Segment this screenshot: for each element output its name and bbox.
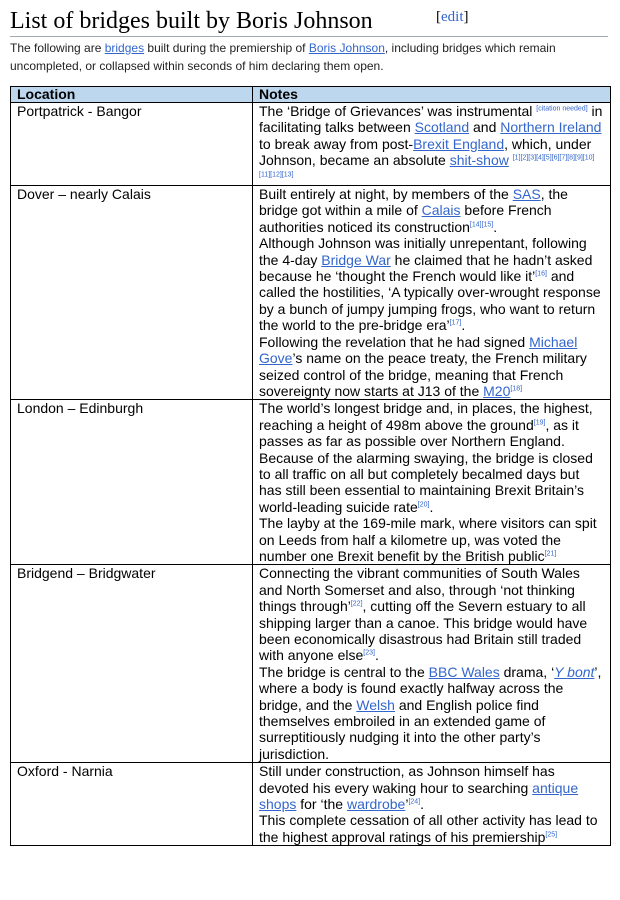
table-row bbox=[11, 186, 611, 400]
note-text: ’ bbox=[405, 796, 409, 813]
location-cell: Bridgend – Bridgwater bbox=[11, 565, 253, 763]
note-paragraph bbox=[259, 812, 604, 845]
reference-link[interactable]: [21] bbox=[544, 550, 557, 558]
location-cell: Oxford - Narnia bbox=[11, 763, 253, 846]
link-michael-gove[interactable]: Michael Gove bbox=[259, 333, 578, 367]
link-wardrobe[interactable]: wardrobe bbox=[346, 796, 406, 813]
table-header-row bbox=[11, 87, 611, 103]
note-text: Following the revelation that he had signed bbox=[259, 333, 530, 350]
note-paragraph bbox=[259, 103, 604, 185]
location-cell: Portpatrick - Bangor bbox=[11, 103, 253, 186]
column-header-notes: Notes bbox=[253, 87, 611, 103]
intro-paragraph bbox=[10, 39, 608, 75]
note-paragraph bbox=[259, 186, 604, 235]
citation-needed-link[interactable]: [citation needed] bbox=[536, 105, 588, 113]
note-paragraph bbox=[259, 565, 604, 663]
note-text: and English police find themselves embroiled in an extended game of surreptitiously nudging it into the other party’s jurisdiction. bbox=[259, 696, 546, 762]
note-text: The ‘Bridge of Grievances’ was instrumental bbox=[259, 103, 537, 119]
reference-link[interactable]: [24] bbox=[408, 798, 421, 806]
note-text: and bbox=[469, 119, 501, 136]
edit-bracket-close: ] bbox=[463, 9, 469, 25]
notes-cell bbox=[253, 186, 611, 400]
link-scotland[interactable]: Scotland bbox=[414, 119, 470, 136]
note-text: . bbox=[420, 796, 425, 813]
page-title: List of bridges built by Boris Johnson bbox=[10, 8, 373, 34]
link-bridge-war[interactable]: Bridge War bbox=[321, 251, 391, 268]
link-y-bont[interactable]: Y bont bbox=[554, 663, 595, 680]
note-text: in facilitating talks between bbox=[259, 103, 603, 136]
page-header bbox=[10, 6, 608, 37]
reference-link[interactable]: [20] bbox=[417, 501, 430, 509]
edit-section bbox=[436, 9, 469, 26]
location-cell: Dover – nearly Calais bbox=[11, 186, 253, 400]
bridges-table bbox=[10, 86, 611, 846]
link-northern-ireland[interactable]: Northern Ireland bbox=[500, 119, 602, 136]
table-row bbox=[11, 103, 611, 186]
notes-cell bbox=[253, 400, 611, 565]
reference-link[interactable]: [18] bbox=[510, 385, 523, 393]
intro-text-1: The following are bbox=[10, 41, 105, 55]
link-shit-show[interactable]: shit-show bbox=[449, 152, 509, 169]
reference-link[interactable]: [19] bbox=[533, 419, 546, 427]
edit-bracket-open: [ bbox=[436, 9, 441, 25]
notes-cell bbox=[253, 565, 611, 763]
note-paragraph bbox=[259, 763, 604, 812]
table-row bbox=[11, 763, 611, 846]
link-bridges[interactable]: bridges bbox=[104, 41, 145, 55]
link-calais[interactable]: Calais bbox=[421, 202, 461, 219]
link-welsh[interactable]: Welsh bbox=[356, 696, 395, 713]
note-paragraph bbox=[259, 400, 604, 449]
note-text: , cutting off the Severn estuary to all shipping larger than a canoe. This bridge would have been economically disastrous had Britain still traded with anyone else bbox=[259, 598, 588, 664]
link-m20[interactable]: M20 bbox=[483, 382, 511, 399]
note-text: The world’s longest bridge and, in places, the highest, reaching a height of 498m above the ground bbox=[259, 400, 593, 433]
reference-link[interactable]: [14][15] bbox=[469, 221, 494, 229]
note-text: Connecting the vibrant communities of South Wales and North Somerset and also, through ‘not thinking things through’ bbox=[259, 565, 580, 615]
reference-link[interactable]: [23] bbox=[363, 649, 375, 657]
note-text: The bridge is central to the bbox=[259, 663, 429, 680]
note-text: The layby at the 169-mile mark, where visitors can spit on Leeds from half a kilometre up, was voted the number one Brexit benefit by the British public bbox=[259, 515, 597, 564]
note-text: Because of the alarming swaying, the bridge is closed to all traffic on all but completely becalmed days but has still been essential to maintaining Brexit Britain’s world-leading suicide rate bbox=[259, 449, 593, 515]
note-text: . bbox=[461, 317, 466, 334]
note-paragraph bbox=[259, 334, 604, 400]
location-cell: London – Edinburgh bbox=[11, 400, 253, 565]
note-paragraph bbox=[259, 235, 604, 333]
note-text: to break away from post- bbox=[259, 135, 414, 152]
link-bbc-wales[interactable]: BBC Wales bbox=[428, 663, 500, 680]
note-text: , the bridge got within a mile of bbox=[259, 186, 568, 219]
reference-link[interactable]: [25] bbox=[545, 831, 558, 839]
note-text: ’s name on the peace treaty, the French military seized control of the bridge, meaning that French sovereignty now starts at J13 of the bbox=[259, 350, 587, 399]
note-text: Although Johnson was initially unrepentant, following the 4-day bbox=[259, 235, 587, 268]
link-boris-johnson[interactable]: Boris Johnson bbox=[308, 41, 385, 55]
note-text: drama, ‘ bbox=[499, 663, 555, 680]
note-text: ’, where a body is found exactly halfway across the bridge, and the bbox=[259, 663, 602, 713]
note-text: . bbox=[493, 218, 498, 235]
note-text: . bbox=[374, 647, 379, 664]
edit-link[interactable]: edit bbox=[441, 9, 464, 25]
reference-links[interactable]: [1][2][3][4][5][6][7][8][9][10][11][12][13] bbox=[259, 154, 595, 178]
intro-text-3: , including bridges which remain uncompleted, or collapsed within seconds of him declaring them open. bbox=[10, 41, 556, 73]
link-brexit-england[interactable]: Brexit England bbox=[413, 135, 505, 152]
note-paragraph bbox=[259, 450, 604, 516]
column-header-location: Location bbox=[11, 87, 253, 103]
note-text: . bbox=[429, 498, 434, 515]
link-antique-shops[interactable]: antique shops bbox=[259, 779, 579, 813]
table-row bbox=[11, 400, 611, 565]
note-text: Still under construction, as Johnson himself has devoted his every waking hour to searching bbox=[259, 763, 555, 796]
reference-link[interactable]: [16] bbox=[535, 270, 547, 278]
note-text: This complete cessation of all other activity has lead to the highest approval ratings of his premiership bbox=[259, 812, 598, 845]
notes-cell bbox=[253, 103, 611, 186]
note-text: before French authorities noticed its construction bbox=[259, 202, 552, 235]
note-text: and called the hostilities, ‘A typically over-wrought response by a bunch of jumpy jumping frogs, who want to return the world to the pre-bridge era’ bbox=[259, 268, 601, 334]
notes-cell bbox=[253, 763, 611, 846]
table-row bbox=[11, 565, 611, 763]
reference-link[interactable]: [22] bbox=[350, 600, 363, 608]
link-sas[interactable]: SAS bbox=[512, 186, 541, 203]
note-text: he claimed that he hadn’t asked because he ‘thought the French would like it’ bbox=[259, 251, 593, 285]
note-text: , which, under Johnson, became an absolute bbox=[259, 135, 592, 169]
intro-text-2: built during the premiership of bbox=[144, 41, 309, 55]
note-text: , as it passes as far as possible over Northern England. bbox=[259, 416, 579, 450]
note-paragraph bbox=[259, 664, 604, 762]
reference-link[interactable]: [17] bbox=[449, 319, 462, 327]
note-text: Built entirely at night, by members of the bbox=[259, 186, 513, 203]
note-paragraph bbox=[259, 515, 604, 564]
note-text: for ‘the bbox=[296, 796, 347, 813]
